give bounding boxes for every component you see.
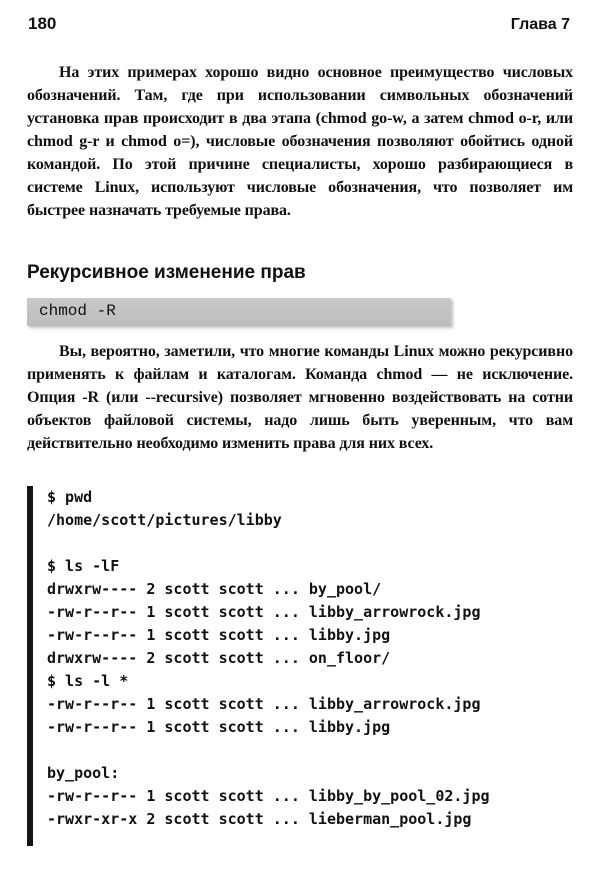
paragraph-recursive: Вы, вероятно, заметили, что многие команды Linux можно рекурсивно применять к файлам и каталогам. Команда chmod — не исключение. Опция -R (или --recursive) позволяет мгновенно воздействовать на сотни объектов файловой системы, надо лишь быть уверенным, что вам действительно необходимо изменить права для них всех. (27, 343, 573, 452)
terminal-line: -rw-r--r-- 1 scott scott ... libby_by_pool_02.jpg (47, 787, 490, 805)
terminal-line: -rw-r--r-- 1 scott scott ... libby_arrowrock.jpg (47, 603, 481, 621)
terminal-line: drwxrw---- 2 scott scott ... by_pool/ (47, 580, 382, 598)
page-number: 180 (28, 14, 57, 33)
command-text: chmod -R (39, 302, 116, 320)
terminal-listing (27, 486, 573, 846)
terminal-line: /home/scott/pictures/libby (47, 511, 282, 529)
terminal-line: by_pool: (47, 764, 120, 782)
command-box (27, 298, 451, 326)
terminal-line (33, 532, 573, 555)
terminal-line: -rwxr-xr-x 2 scott scott ... lieberman_pool.jpg (47, 810, 472, 828)
terminal-line (33, 739, 573, 762)
terminal-line: -rw-r--r-- 1 scott scott ... libby.jpg (47, 626, 391, 644)
terminal-line: $ ls -lF (47, 557, 120, 575)
chapter-title: Глава 7 (510, 16, 570, 33)
page-header (28, 14, 570, 34)
terminal-line: $ pwd (47, 488, 93, 506)
paragraph-intro: На этих примерах хорошо видно основное преимущество числовых обозначений. Там, где при использовании символьных обозначений установка прав происходит в два этапа (chmod go-w, а затем chmod o-r, или chmod g-r и chmod o=), числовые обозначения позволяют обойтись одной командой. По этой причине специалисты, хорошо разбирающиеся в системе Linux, используют числовые обозначения, что позволяет им быстрее назначать требуемые права. (27, 64, 573, 219)
terminal-line: $ ls -l * (47, 672, 129, 690)
terminal-line: drwxrw---- 2 scott scott ... on_floor/ (47, 649, 391, 667)
section-title: Рекурсивное изменение прав (27, 262, 306, 283)
terminal-line: -rw-r--r-- 1 scott scott ... libby_arrowrock.jpg (47, 695, 481, 713)
terminal-line: -rw-r--r-- 1 scott scott ... libby.jpg (47, 718, 391, 736)
